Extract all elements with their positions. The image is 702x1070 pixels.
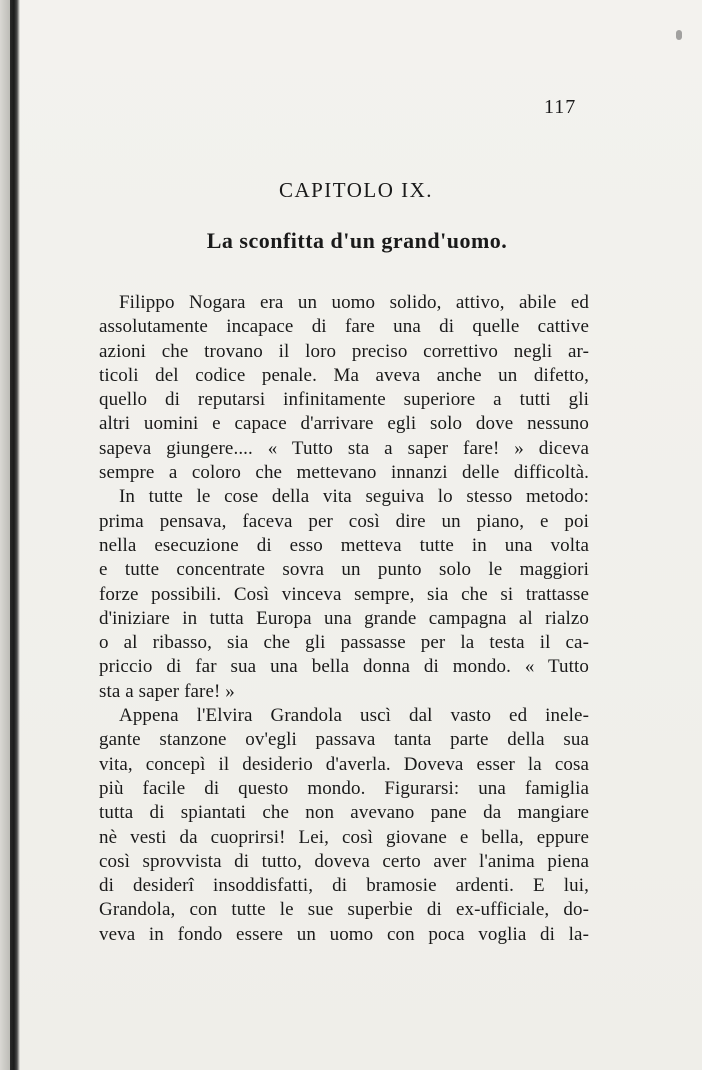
book-binding-edge <box>10 0 20 1070</box>
text-line: d'iniziare in tutta Europa una grande campagna al rialzo <box>99 607 589 629</box>
text-line: quello di reputarsi infinitamente superiore a tutti gli <box>99 389 589 411</box>
page-margin-edge <box>0 0 10 1070</box>
text-line: altri uomini e capace d'arrivare egli solo dove nessuno <box>99 413 589 435</box>
text-line: forze possibili. Così vinceva sempre, sia che si trattasse <box>99 583 589 605</box>
chapter-label: CAPITOLO IX. <box>278 178 434 202</box>
text-line: più facile di questo mondo. Figurarsi: una famiglia <box>99 777 589 799</box>
text-line: Grandola, con tutte le sue superbie di ex-ufficiale, do- <box>99 899 589 921</box>
page-number: 117 <box>544 96 577 118</box>
text-line: Filippo Nogara era un uomo solido, attivo, abile ed <box>119 292 589 313</box>
text-line: assolutamente incapace di fare una di quelle cattive <box>99 316 589 338</box>
scan-speck <box>676 30 682 40</box>
text-line: così sprovvista di tutto, doveva certo aver l'anima piena <box>99 850 589 872</box>
text-line: vita, concepì il desiderio d'averla. Doveva esser la cosa <box>99 753 589 775</box>
text-line: veva in fondo essere un uomo con poca voglia di la- <box>99 923 589 945</box>
text-line: nè vesti da cuoprirsi! Lei, così giovane e bella, eppure <box>99 826 589 848</box>
text-line: sempre a coloro che mettevano innanzi delle difficoltà. <box>99 462 589 484</box>
text-line: di desiderî insoddisfatti, di bramosie ardenti. E lui, <box>99 875 589 897</box>
chapter-title: La sconfitta d'un grand'uomo. <box>206 228 508 253</box>
text-line: sta a saper fare! » <box>99 680 235 702</box>
text-line: e tutte concentrate sovra un punto solo le maggiori <box>99 559 589 581</box>
text-line: tutta di spiantati che non avevano pane da mangiare <box>99 802 589 824</box>
text-line: Appena l'Elvira Grandola uscì dal vasto ed inele- <box>119 705 589 727</box>
text-line: prima pensava, faceva per così dire un piano, e poi <box>99 510 589 532</box>
text-line: ticoli del codice penale. Ma aveva anche un difetto, <box>99 364 589 386</box>
text-line: nella esecuzione di esso metteva tutte in una volta <box>99 534 589 556</box>
text-line: o al ribasso, sia che gli passasse per la testa il ca- <box>99 632 589 654</box>
text-line: sapeva giungere.... « Tutto sta a saper fare! » diceva <box>99 437 589 459</box>
text-line: gante stanzone ov'egli passava tanta parte della sua <box>99 729 589 751</box>
text-line: priccio di far sua una bella donna di mondo. « Tutto <box>99 656 589 678</box>
text-line: azioni che trovano il loro preciso correttivo negli ar- <box>99 340 589 362</box>
body-text <box>99 291 589 947</box>
text-line: In tutte le cose della vita seguiva lo stesso metodo: <box>119 486 589 508</box>
